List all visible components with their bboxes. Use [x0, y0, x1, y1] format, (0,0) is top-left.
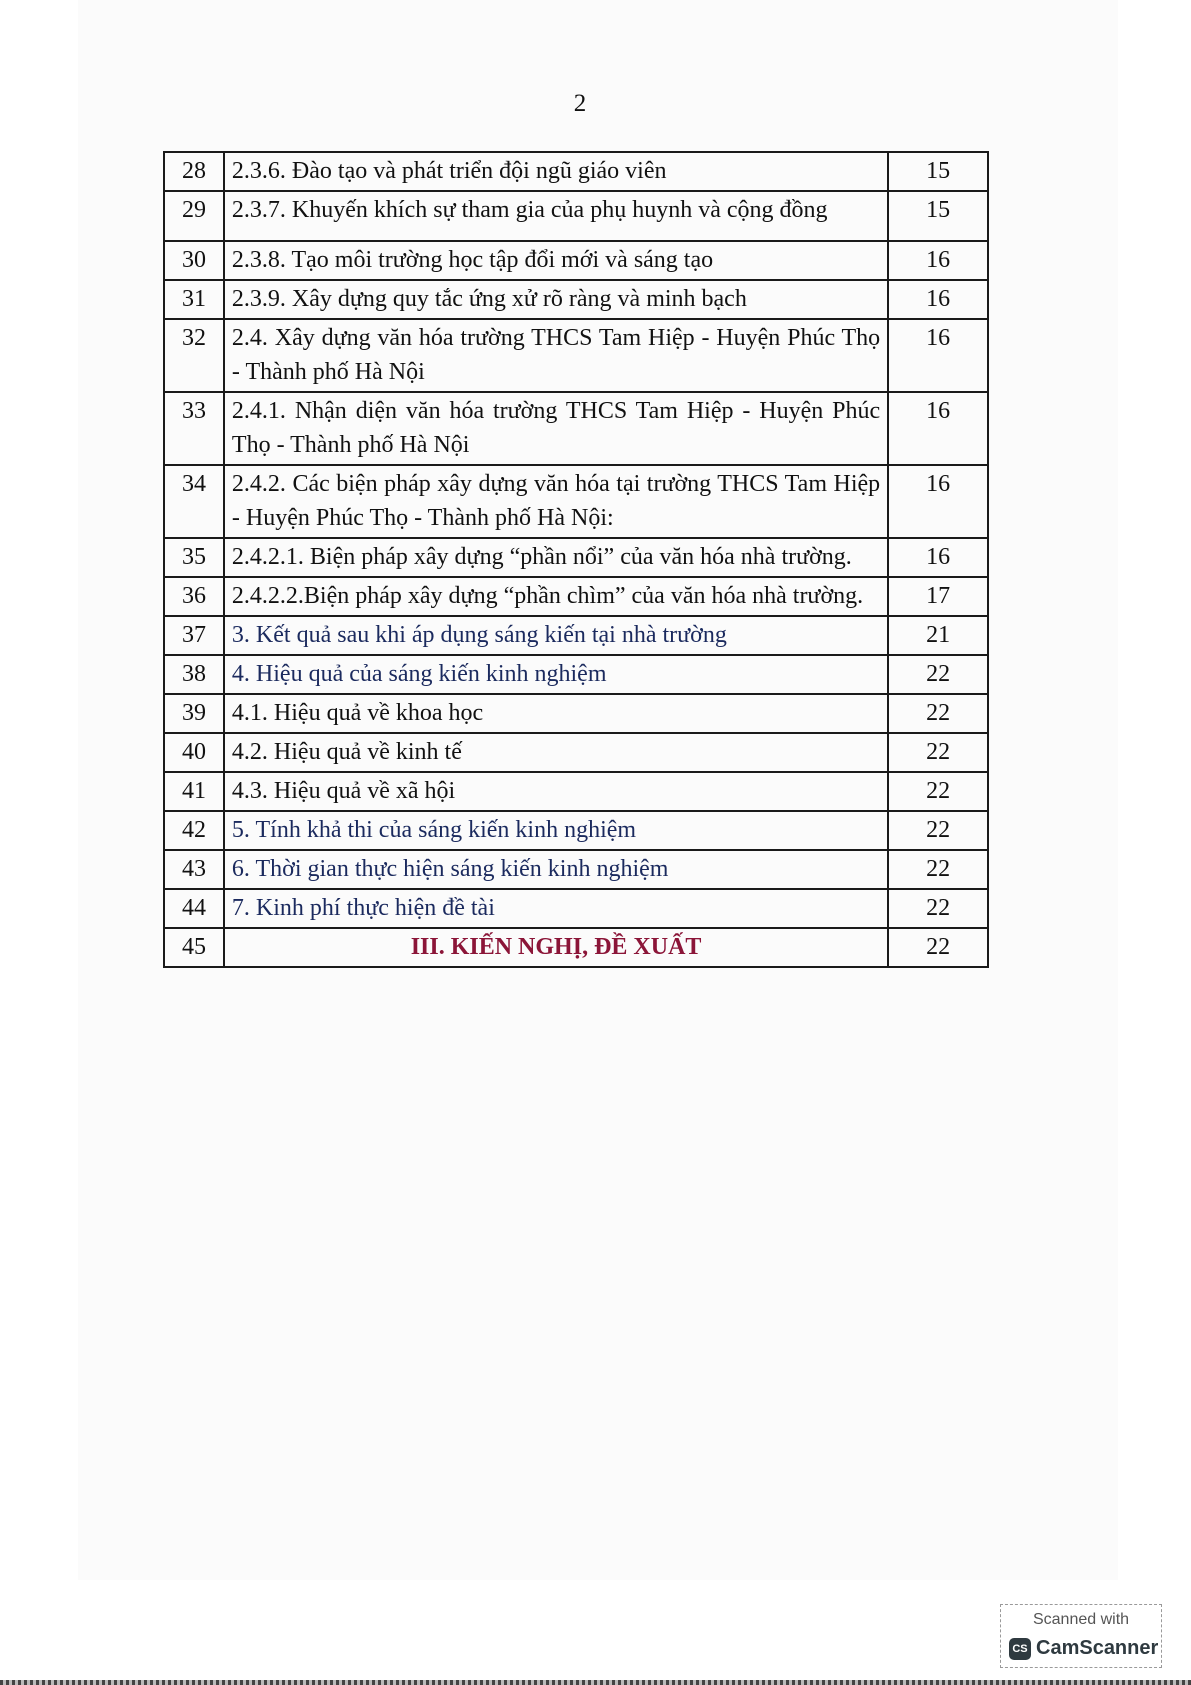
row-number: 43 — [164, 850, 224, 889]
row-page: 22 — [888, 772, 988, 811]
row-page: 22 — [888, 694, 988, 733]
table-row — [164, 538, 988, 577]
table-row — [164, 319, 988, 392]
table-row — [164, 280, 988, 319]
row-title: 4.1. Hiệu quả về khoa học — [224, 694, 888, 733]
row-page: 22 — [888, 889, 988, 928]
table-row — [164, 392, 988, 465]
table-of-contents — [163, 151, 989, 968]
table-row — [164, 465, 988, 538]
table-row — [164, 191, 988, 241]
table-row — [164, 616, 988, 655]
row-number: 42 — [164, 811, 224, 850]
row-number: 44 — [164, 889, 224, 928]
row-page: 16 — [888, 538, 988, 577]
row-title: 4.3. Hiệu quả về xã hội — [224, 772, 888, 811]
row-title: 4. Hiệu quả của sáng kiến kinh nghiệm — [224, 655, 888, 694]
row-page: 16 — [888, 392, 988, 465]
row-title: 2.4. Xây dựng văn hóa trường THCS Tam Hiệp - Huyện Phúc Thọ - Thành phố Hà Nội — [224, 319, 888, 392]
row-number: 34 — [164, 465, 224, 538]
row-number: 28 — [164, 152, 224, 191]
row-page: 22 — [888, 655, 988, 694]
watermark-brand: CamScanner — [1036, 1637, 1159, 1659]
row-page: 22 — [888, 928, 988, 967]
row-title: 2.3.8. Tạo môi trường học tập đổi mới và sáng tạo — [224, 241, 888, 280]
row-page: 16 — [888, 319, 988, 392]
table-row — [164, 772, 988, 811]
row-page: 22 — [888, 733, 988, 772]
row-page: 16 — [888, 280, 988, 319]
row-page: 22 — [888, 850, 988, 889]
row-page: 17 — [888, 577, 988, 616]
row-number: 39 — [164, 694, 224, 733]
section-heading: III. KIẾN NGHỊ, ĐỀ XUẤT — [224, 928, 888, 967]
row-number: 40 — [164, 733, 224, 772]
table-row — [164, 655, 988, 694]
table-row — [164, 152, 988, 191]
row-title: 2.3.9. Xây dựng quy tắc ứng xử rõ ràng và minh bạch — [224, 280, 888, 319]
table-row — [164, 889, 988, 928]
row-title: 4.2. Hiệu quả về kinh tế — [224, 733, 888, 772]
row-page: 16 — [888, 465, 988, 538]
row-title: 2.4.2.2.Biện pháp xây dựng “phần chìm” của văn hóa nhà trường. — [224, 577, 888, 616]
camscanner-logo-icon: CS — [1009, 1638, 1031, 1660]
row-title: 2.3.6. Đào tạo và phát triển đội ngũ giáo viên — [224, 152, 888, 191]
row-number: 36 — [164, 577, 224, 616]
row-number: 29 — [164, 191, 224, 241]
table-row — [164, 241, 988, 280]
row-page: 21 — [888, 616, 988, 655]
row-title: 2.4.2.1. Biện pháp xây dựng “phần nổi” của văn hóa nhà trường. — [224, 538, 888, 577]
row-page: 16 — [888, 241, 988, 280]
table-row — [164, 577, 988, 616]
row-title: 2.4.2. Các biện pháp xây dựng văn hóa tại trường THCS Tam Hiệp - Huyện Phúc Thọ - Thành phố Hà Nội: — [224, 465, 888, 538]
row-number: 45 — [164, 928, 224, 967]
table-row — [164, 928, 988, 967]
page-number: 2 — [573, 90, 587, 117]
row-title: 3. Kết quả sau khi áp dụng sáng kiến tại nhà trường — [224, 616, 888, 655]
row-page: 22 — [888, 811, 988, 850]
row-number: 38 — [164, 655, 224, 694]
table-row — [164, 694, 988, 733]
table-row — [164, 811, 988, 850]
row-title: 7. Kinh phí thực hiện đề tài — [224, 889, 888, 928]
row-page: 15 — [888, 191, 988, 241]
table-row — [164, 733, 988, 772]
row-number: 31 — [164, 280, 224, 319]
row-page: 15 — [888, 152, 988, 191]
row-number: 35 — [164, 538, 224, 577]
row-number: 37 — [164, 616, 224, 655]
row-title: 5. Tính khả thi của sáng kiến kinh nghiệm — [224, 811, 888, 850]
watermark-caption: Scanned with — [1032, 1611, 1130, 1628]
row-title: 6. Thời gian thực hiện sáng kiến kinh nghiệm — [224, 850, 888, 889]
row-title: 2.3.7. Khuyến khích sự tham gia của phụ huynh và cộng đồng — [224, 191, 888, 241]
row-title: 2.4.1. Nhận diện văn hóa trường THCS Tam Hiệp - Huyện Phúc Thọ - Thành phố Hà Nội — [224, 392, 888, 465]
row-number: 32 — [164, 319, 224, 392]
scan-edge — [0, 1680, 1191, 1685]
table-row — [164, 850, 988, 889]
row-number: 41 — [164, 772, 224, 811]
camscanner-watermark — [1000, 1604, 1162, 1668]
row-number: 33 — [164, 392, 224, 465]
row-number: 30 — [164, 241, 224, 280]
